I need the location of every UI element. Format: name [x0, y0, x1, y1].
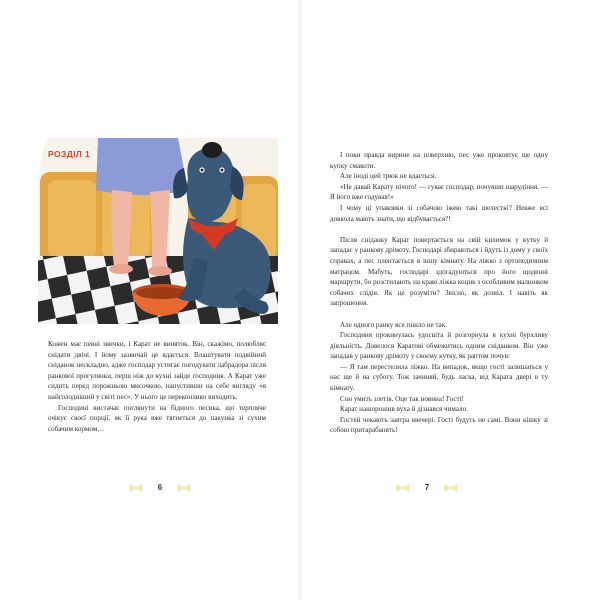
bone-icon: [443, 484, 459, 492]
paragraph: Карат нашорошив вуха й дізнався чимало.: [340, 405, 468, 414]
paragraph: Гостей чекають завтра ввечері. Гості будуть не самі. Вони кішку зі собою притарабанять!: [330, 415, 548, 435]
right-page-text: [330, 150, 548, 436]
paragraph: Господині вистачає поглянути на бідного песика, що терпляче очікує своєї порції, як її рука вже тягнеться до пакунка зі сухим собачим кормом…: [48, 403, 266, 433]
paragraph: Після сніданку Карат повертається на свій килимок у кутку й западає у ранкову дрімоту. Господарі збираються і йдуть із дому у своїх справах, а пес плентається в іншу кімнату. На ліжко з ортопедичним матрацом. Мабуть, господарі здогадуються про його щоденні маршрути, бо розстилають на краю ліжка коцик з особливим малюнком собачих слідів. Як це розуміти? Звісно, як дозвіл. І навіть як запрошення.: [330, 235, 548, 308]
left-page-text: [48, 339, 266, 434]
paragraph: І чому ці упаковки зі собачою їжею такі шелесткі? Невже всі довкола мають знати, що відбувається?!: [330, 203, 548, 223]
paragraph: Господиня прокинулась удосвіта й розгорнула в кухні бурхливу діяльність. Довелося Каратові обмежитись одним сніданком. Він уже западав у ранкову дрімоту у своєму кутку, як раптом почув:: [330, 331, 548, 361]
paragraph: «Не давай Карату нічого! — гукає господар, почувши шарудіння. — Я його вже годував!»: [330, 182, 548, 202]
paragraph: Але одного ранку все пішло не так.: [340, 320, 447, 329]
chapter-heading: РОЗДІЛ 1: [48, 149, 91, 159]
bone-icon: [176, 484, 192, 492]
chapter-illustration: [38, 138, 278, 324]
paragraph: Кожен має певні звички, і Карат не виняток. Він, скажімо, полюбляє снідати двічі. І йому зазвичай це вдається. Влаштувати подвійний сніданок нескладно, адже господар устигає погодувати лабрадора після ранкової прогулянки, перш ніж до кухні зайде господиня. А Карат уже сидить перед порожньою мисочкою, напустивши на себе вигляду «я найголодніший у світі пес». У нього це переконливо виходить.: [48, 340, 266, 401]
page-number-right: 7: [424, 483, 430, 492]
paragraph: Сон умить злетів. Оце так новина! Гості!: [340, 394, 464, 403]
paragraph: І поки правда вирине на поверхню, пес уже проковтує ще одну купку смакоти.: [330, 151, 548, 170]
paragraph: Але іноді цей трюк не вдається.: [340, 172, 437, 181]
bone-icon: [128, 484, 144, 492]
page-number-left: 6: [157, 483, 163, 492]
paragraph: — Я там перестелила ліжко. На випадок, якщо гості залишаться у нас ще й на суботу. Тож зачиняй, будь ласка, від Карата двері в ту кімнату.: [330, 362, 548, 393]
bone-icon: [395, 484, 411, 492]
